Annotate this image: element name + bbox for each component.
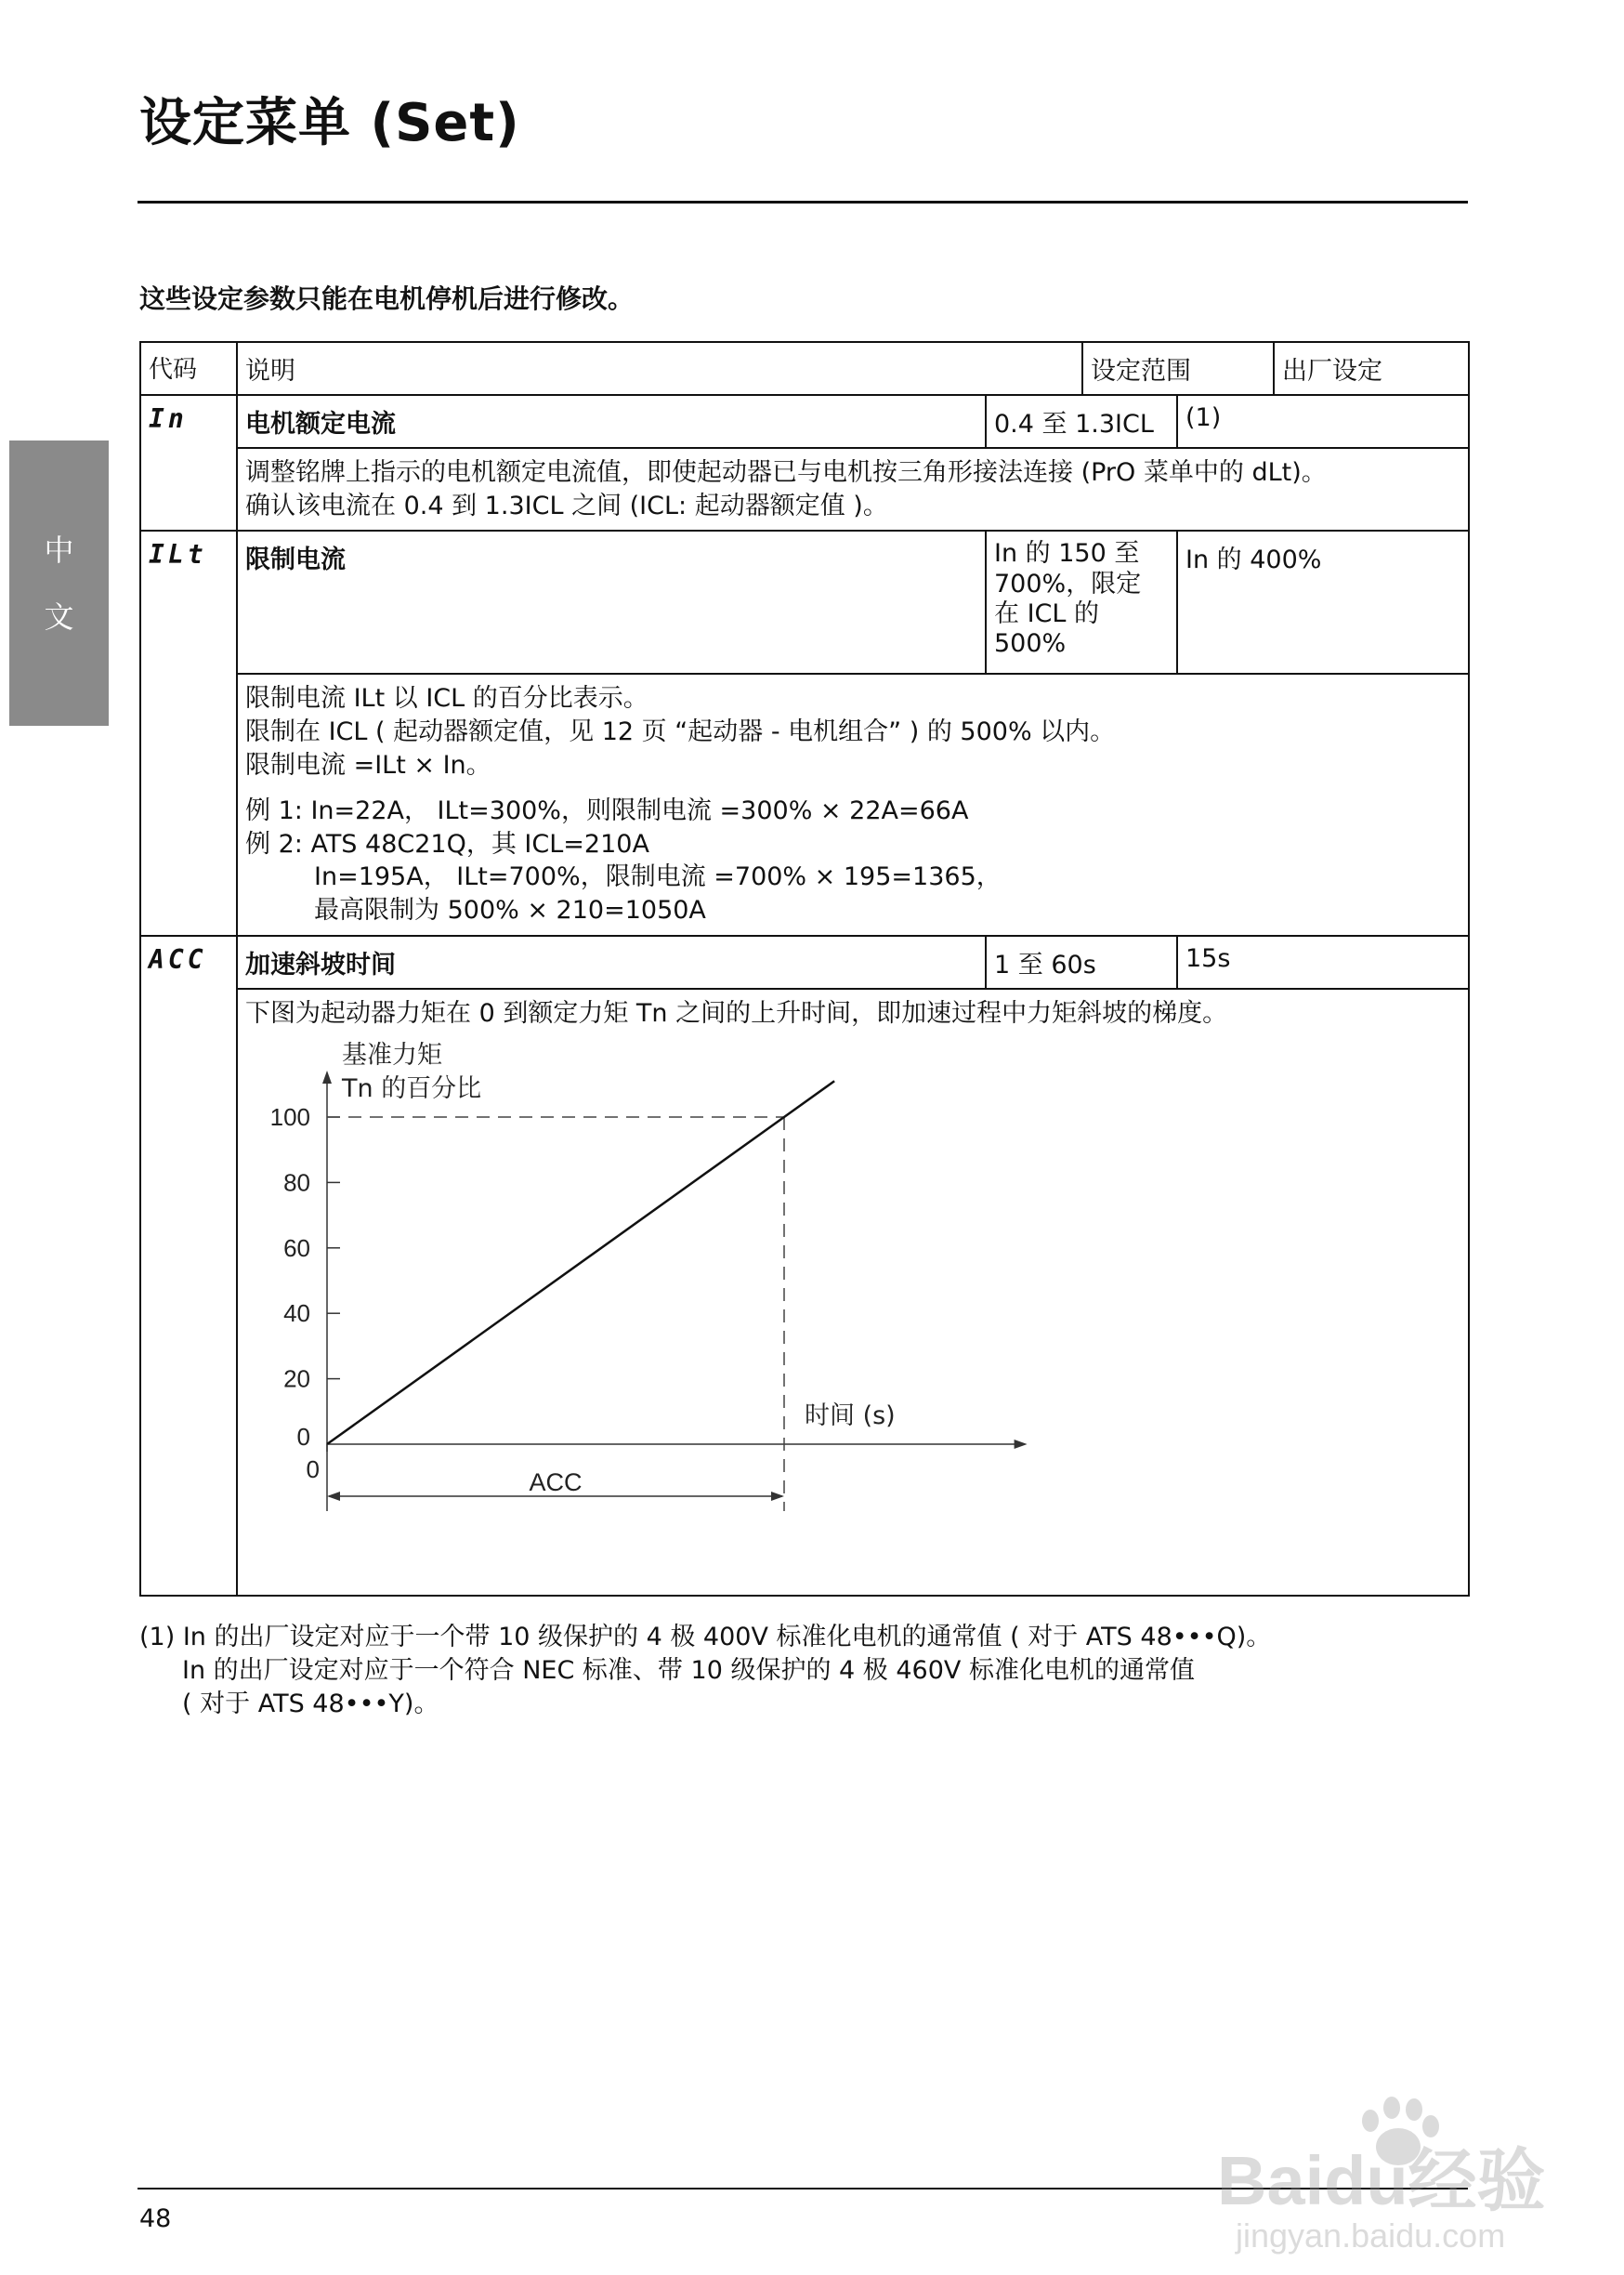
param-factory: (1) xyxy=(1185,403,1222,432)
range-line: 700%，限定 xyxy=(994,569,1142,598)
acc-ramp-chart-svg xyxy=(245,1030,1453,1587)
header-factory: 出厂设定 xyxy=(1282,357,1382,386)
desc-line: 确认该电流在 0.4 到 1.3ICL 之间 (ICL: 起动器额定值 )。 xyxy=(245,491,888,520)
footnote-line: ( 对于 ATS 48•••Y)。 xyxy=(182,1689,439,1718)
y-axis-label: 基准力矩 xyxy=(342,1041,442,1071)
example-line: 例 1: In=22A， ILt=300%，则限制电流 =300% × 22A=66A xyxy=(245,796,969,826)
desc-line: 调整铭牌上指示的电机额定电流值，即使起动器已与电机按三角形接法连接 (PrO 菜单中的 dLt)。 xyxy=(245,458,1327,487)
y-tick-label: 40 xyxy=(283,1299,310,1328)
param-group-in xyxy=(141,396,1468,532)
footnote xyxy=(139,1621,1271,1721)
title-rule xyxy=(138,201,1468,204)
y-axis-arrow xyxy=(322,1071,332,1084)
param-factory: 15s xyxy=(1185,943,1231,973)
x-axis-label: 时间 (s) xyxy=(805,1401,896,1431)
table-header-row xyxy=(141,343,1468,396)
header-code: 代码 xyxy=(141,343,238,394)
range-line: 500% xyxy=(994,629,1067,659)
param-code xyxy=(141,937,238,1596)
param-range: 0.4 至 1.3ICL xyxy=(987,396,1178,447)
y-tick-label: 100 xyxy=(269,1103,310,1132)
desc-line: 限制电流 =ILt × In。 xyxy=(245,750,491,780)
footnote-line: In 的出厂设定对应于一个符合 NEC 标准、带 10 级保护的 4 极 460V 标准化电机的通常值 xyxy=(182,1655,1195,1685)
side-tab-char: 中 xyxy=(44,532,74,568)
origin-label: 0 xyxy=(306,1455,320,1484)
span-arrow-right xyxy=(771,1492,784,1501)
param-description xyxy=(238,449,1468,530)
param-code xyxy=(141,396,238,530)
param-name: 限制电流 xyxy=(238,532,987,673)
language-side-tab xyxy=(9,441,109,726)
watermark-url: jingyan.baidu.com xyxy=(1236,2216,1506,2255)
param-name: 电机额定电流 xyxy=(238,396,987,447)
param-code-text: ACC xyxy=(149,943,207,975)
baidu-watermark xyxy=(1180,2082,1570,2258)
y-tick-label: 60 xyxy=(283,1234,310,1263)
param-description xyxy=(238,675,1468,934)
param-group-ilt xyxy=(141,532,1468,936)
range-line: 在 ICL 的 xyxy=(994,599,1100,629)
y-axis-label: Tn 的百分比 xyxy=(342,1074,482,1104)
range-line: In 的 150 至 xyxy=(994,539,1140,569)
example-line: 最高限制为 500% × 210=1050A xyxy=(314,896,706,925)
intro-note: 这些设定参数只能在电机停机后进行修改。 xyxy=(139,283,635,314)
acc-span-label: ACC xyxy=(529,1468,583,1497)
example-line: In=195A， ILt=700%，限制电流 =700% × 195=1365， xyxy=(314,862,1002,892)
param-range: 1 至 60s xyxy=(987,937,1178,988)
desc-line: 限制在 ICL ( 起动器额定值，见 12 页 “起动器 - 电机组合” ) 的 500% 以内。 xyxy=(245,717,1116,746)
param-group-acc xyxy=(141,937,1468,1596)
y-tick-label: 80 xyxy=(283,1168,310,1197)
page-title: 设定菜单 (Set) xyxy=(139,93,520,153)
span-arrow-left xyxy=(327,1492,340,1501)
side-tab-char: 文 xyxy=(44,598,74,635)
param-code xyxy=(141,532,238,934)
x-axis-arrow xyxy=(1015,1440,1028,1449)
desc-line: 限制电流 ILt 以 ICL 的百分比表示。 xyxy=(245,684,648,714)
settings-table xyxy=(139,341,1470,1597)
torque-ramp-line xyxy=(327,1082,834,1445)
param-code-text: ILt xyxy=(149,539,207,571)
example-line: 例 2: ATS 48C21Q，其 ICL=210A xyxy=(245,829,649,859)
header-desc: 说明 xyxy=(238,343,1083,394)
footnote-line: (1) In 的出厂设定对应于一个带 10 级保护的 4 极 400V 标准化电机的通常值 ( 对于 ATS 48•••Q)。 xyxy=(139,1623,1272,1651)
param-factory: In 的 400% xyxy=(1185,546,1322,575)
y-tick-label: 20 xyxy=(283,1364,310,1393)
watermark-brand: Baidu经验 xyxy=(1217,2142,1546,2219)
y-tick-label: 0 xyxy=(296,1423,310,1452)
param-code-text: In xyxy=(149,403,188,434)
param-description xyxy=(238,990,1468,1596)
desc-line: 下图为起动器力矩在 0 到额定力矩 Tn 之间的上升时间，即加速过程中力矩斜坡的梯度。 xyxy=(245,998,1228,1028)
header-range: 设定范围 xyxy=(1083,343,1275,394)
page-number: 48 xyxy=(139,2204,172,2233)
param-range xyxy=(987,532,1178,673)
acc-ramp-chart xyxy=(245,1030,1453,1587)
param-name: 加速斜坡时间 xyxy=(238,937,987,988)
